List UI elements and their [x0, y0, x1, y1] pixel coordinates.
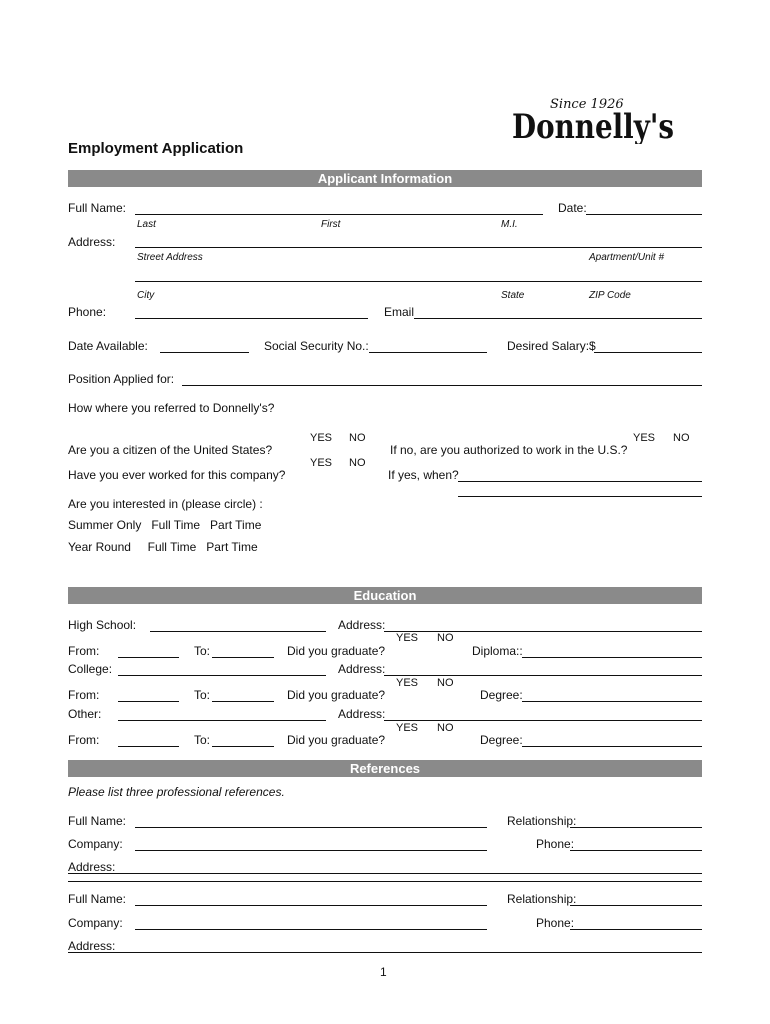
hs-from-line[interactable] — [118, 657, 179, 658]
phone-line[interactable] — [135, 318, 368, 319]
ref2-company-label: Company: — [68, 916, 123, 930]
ref1-company-label: Company: — [68, 837, 123, 851]
ref2-phone-label: Phone: — [536, 916, 575, 930]
email-line[interactable] — [414, 318, 702, 319]
college-no[interactable]: NO — [437, 677, 454, 689]
diploma-label: Diploma:: — [472, 644, 523, 658]
hs-yes[interactable]: YES — [396, 632, 419, 644]
other-degree-label: Degree: — [480, 733, 523, 747]
college-label: College: — [68, 662, 113, 676]
other-address-label: Address: — [338, 707, 386, 721]
other-from-label: From: — [68, 733, 100, 747]
other-line[interactable] — [118, 720, 326, 721]
date-available-label: Date Available: — [68, 339, 148, 353]
authorized-no[interactable]: NO — [673, 432, 690, 444]
diploma-line[interactable] — [522, 657, 702, 658]
college-degree-label: Degree: — [480, 688, 523, 702]
sub-zip: ZIP Code — [589, 290, 631, 301]
email-label: Email — [384, 305, 415, 319]
hs-to-line[interactable] — [212, 657, 274, 658]
authorized-yes[interactable]: YES — [633, 432, 656, 444]
page-number: 1 — [380, 965, 387, 979]
ref2-relationship-label: Relationship: — [507, 892, 577, 906]
logo-since: Since 1926 — [550, 97, 624, 112]
position-label: Position Applied for: — [68, 372, 175, 386]
worked-yes[interactable]: YES — [310, 457, 333, 469]
citizen-yes[interactable]: YES — [310, 432, 333, 444]
other-from-line[interactable] — [118, 746, 179, 747]
worked-no[interactable]: NO — [349, 457, 366, 469]
other-graduate-label: Did you graduate? — [287, 733, 386, 747]
ref2-address-label: Address: — [68, 939, 116, 953]
other-to-line[interactable] — [212, 746, 274, 747]
date-label: Date: — [558, 201, 587, 215]
donnellys-logo — [508, 94, 678, 144]
ref2-full-name-line[interactable] — [135, 905, 487, 906]
high-school-label: High School: — [68, 618, 137, 632]
sub-city: City — [137, 290, 155, 301]
hs-no[interactable]: NO — [437, 632, 454, 644]
salary-line[interactable] — [594, 352, 702, 353]
college-yes[interactable]: YES — [396, 677, 419, 689]
sub-mi: M.I. — [501, 219, 518, 230]
sub-first: First — [321, 219, 341, 230]
ref1-address-line[interactable] — [68, 873, 702, 874]
ref1-phone-label: Phone: — [536, 837, 575, 851]
references-instruction: Please list three professional references. — [68, 785, 285, 799]
other-degree-line[interactable] — [522, 746, 702, 747]
other-no[interactable]: NO — [437, 722, 454, 734]
salary-label: Desired Salary:$ — [507, 339, 596, 353]
ref1-full-name-label: Full Name: — [68, 814, 127, 828]
college-graduate-label: Did you graduate? — [287, 688, 386, 702]
interested-label: Are you interested in (please circle) : — [68, 497, 263, 511]
phone-label: Phone: — [68, 305, 107, 319]
position-line[interactable] — [182, 385, 702, 386]
interest-options-2[interactable]: Year Round Full Time Part Time — [68, 540, 258, 554]
ref2-company-line[interactable] — [135, 929, 487, 930]
street-address-line[interactable] — [135, 247, 702, 248]
ref1-phone-line[interactable] — [570, 850, 702, 851]
hs-to-label: To: — [194, 644, 211, 658]
ref2-phone-line[interactable] — [570, 929, 702, 930]
ssn-label: Social Security No.: — [264, 339, 369, 353]
hs-address-line[interactable] — [384, 631, 702, 632]
other-label: Other: — [68, 707, 102, 721]
ref2-full-name-label: Full Name: — [68, 892, 127, 906]
sub-street: Street Address — [137, 252, 203, 263]
page-title: Employment Application — [68, 140, 244, 157]
sub-last: Last — [137, 219, 156, 230]
ref1-divider — [68, 881, 702, 882]
hs-graduate-label: Did you graduate? — [287, 644, 386, 658]
section-references-header: References — [68, 760, 702, 777]
if-yes-line-1[interactable] — [458, 481, 702, 482]
ref2-relationship-line[interactable] — [570, 905, 702, 906]
date-available-line[interactable] — [160, 352, 249, 353]
authorized-question: If no, are you authorized to work in the U.S.? — [390, 443, 628, 457]
address-label: Address: — [68, 235, 116, 249]
sub-apt: Apartment/Unit # — [589, 252, 665, 263]
other-address-line[interactable] — [384, 720, 702, 721]
section-applicant-header: Applicant Information — [68, 170, 702, 187]
ref1-relationship-label: Relationship: — [507, 814, 577, 828]
high-school-line[interactable] — [150, 631, 326, 632]
college-to-line[interactable] — [212, 701, 274, 702]
worked-question: Have you ever worked for this company? — [68, 468, 286, 482]
ref1-relationship-line[interactable] — [570, 827, 702, 828]
college-from-line[interactable] — [118, 701, 179, 702]
section-education-header: Education — [68, 587, 702, 604]
ssn-line[interactable] — [369, 352, 487, 353]
if-yes-label: If yes, when? — [388, 468, 459, 482]
college-to-label: To: — [194, 688, 211, 702]
other-to-label: To: — [194, 733, 211, 747]
college-from-label: From: — [68, 688, 100, 702]
hs-from-label: From: — [68, 644, 100, 658]
college-degree-line[interactable] — [522, 701, 702, 702]
other-yes[interactable]: YES — [396, 722, 419, 734]
college-address-line[interactable] — [384, 675, 702, 676]
logo-brand: Donnelly's — [512, 107, 674, 144]
if-yes-line-2[interactable] — [458, 496, 702, 497]
city-line[interactable] — [135, 281, 702, 282]
ref1-address-label: Address: — [68, 860, 116, 874]
ref1-full-name-line[interactable] — [135, 827, 487, 828]
hs-address-label: Address: — [338, 618, 386, 632]
interest-options-1[interactable]: Summer Only Full Time Part Time — [68, 518, 262, 532]
date-line[interactable] — [586, 214, 702, 215]
referred-question: How where you referred to Donnelly's? — [68, 401, 275, 415]
sub-state: State — [501, 290, 525, 301]
ref1-company-line[interactable] — [135, 850, 487, 851]
ref2-address-line[interactable] — [68, 952, 702, 953]
college-address-label: Address: — [338, 662, 386, 676]
full-name-label: Full Name: — [68, 201, 127, 215]
citizen-no[interactable]: NO — [349, 432, 366, 444]
college-line[interactable] — [118, 675, 326, 676]
full-name-line[interactable] — [135, 214, 543, 215]
citizen-question: Are you a citizen of the United States? — [68, 443, 273, 457]
